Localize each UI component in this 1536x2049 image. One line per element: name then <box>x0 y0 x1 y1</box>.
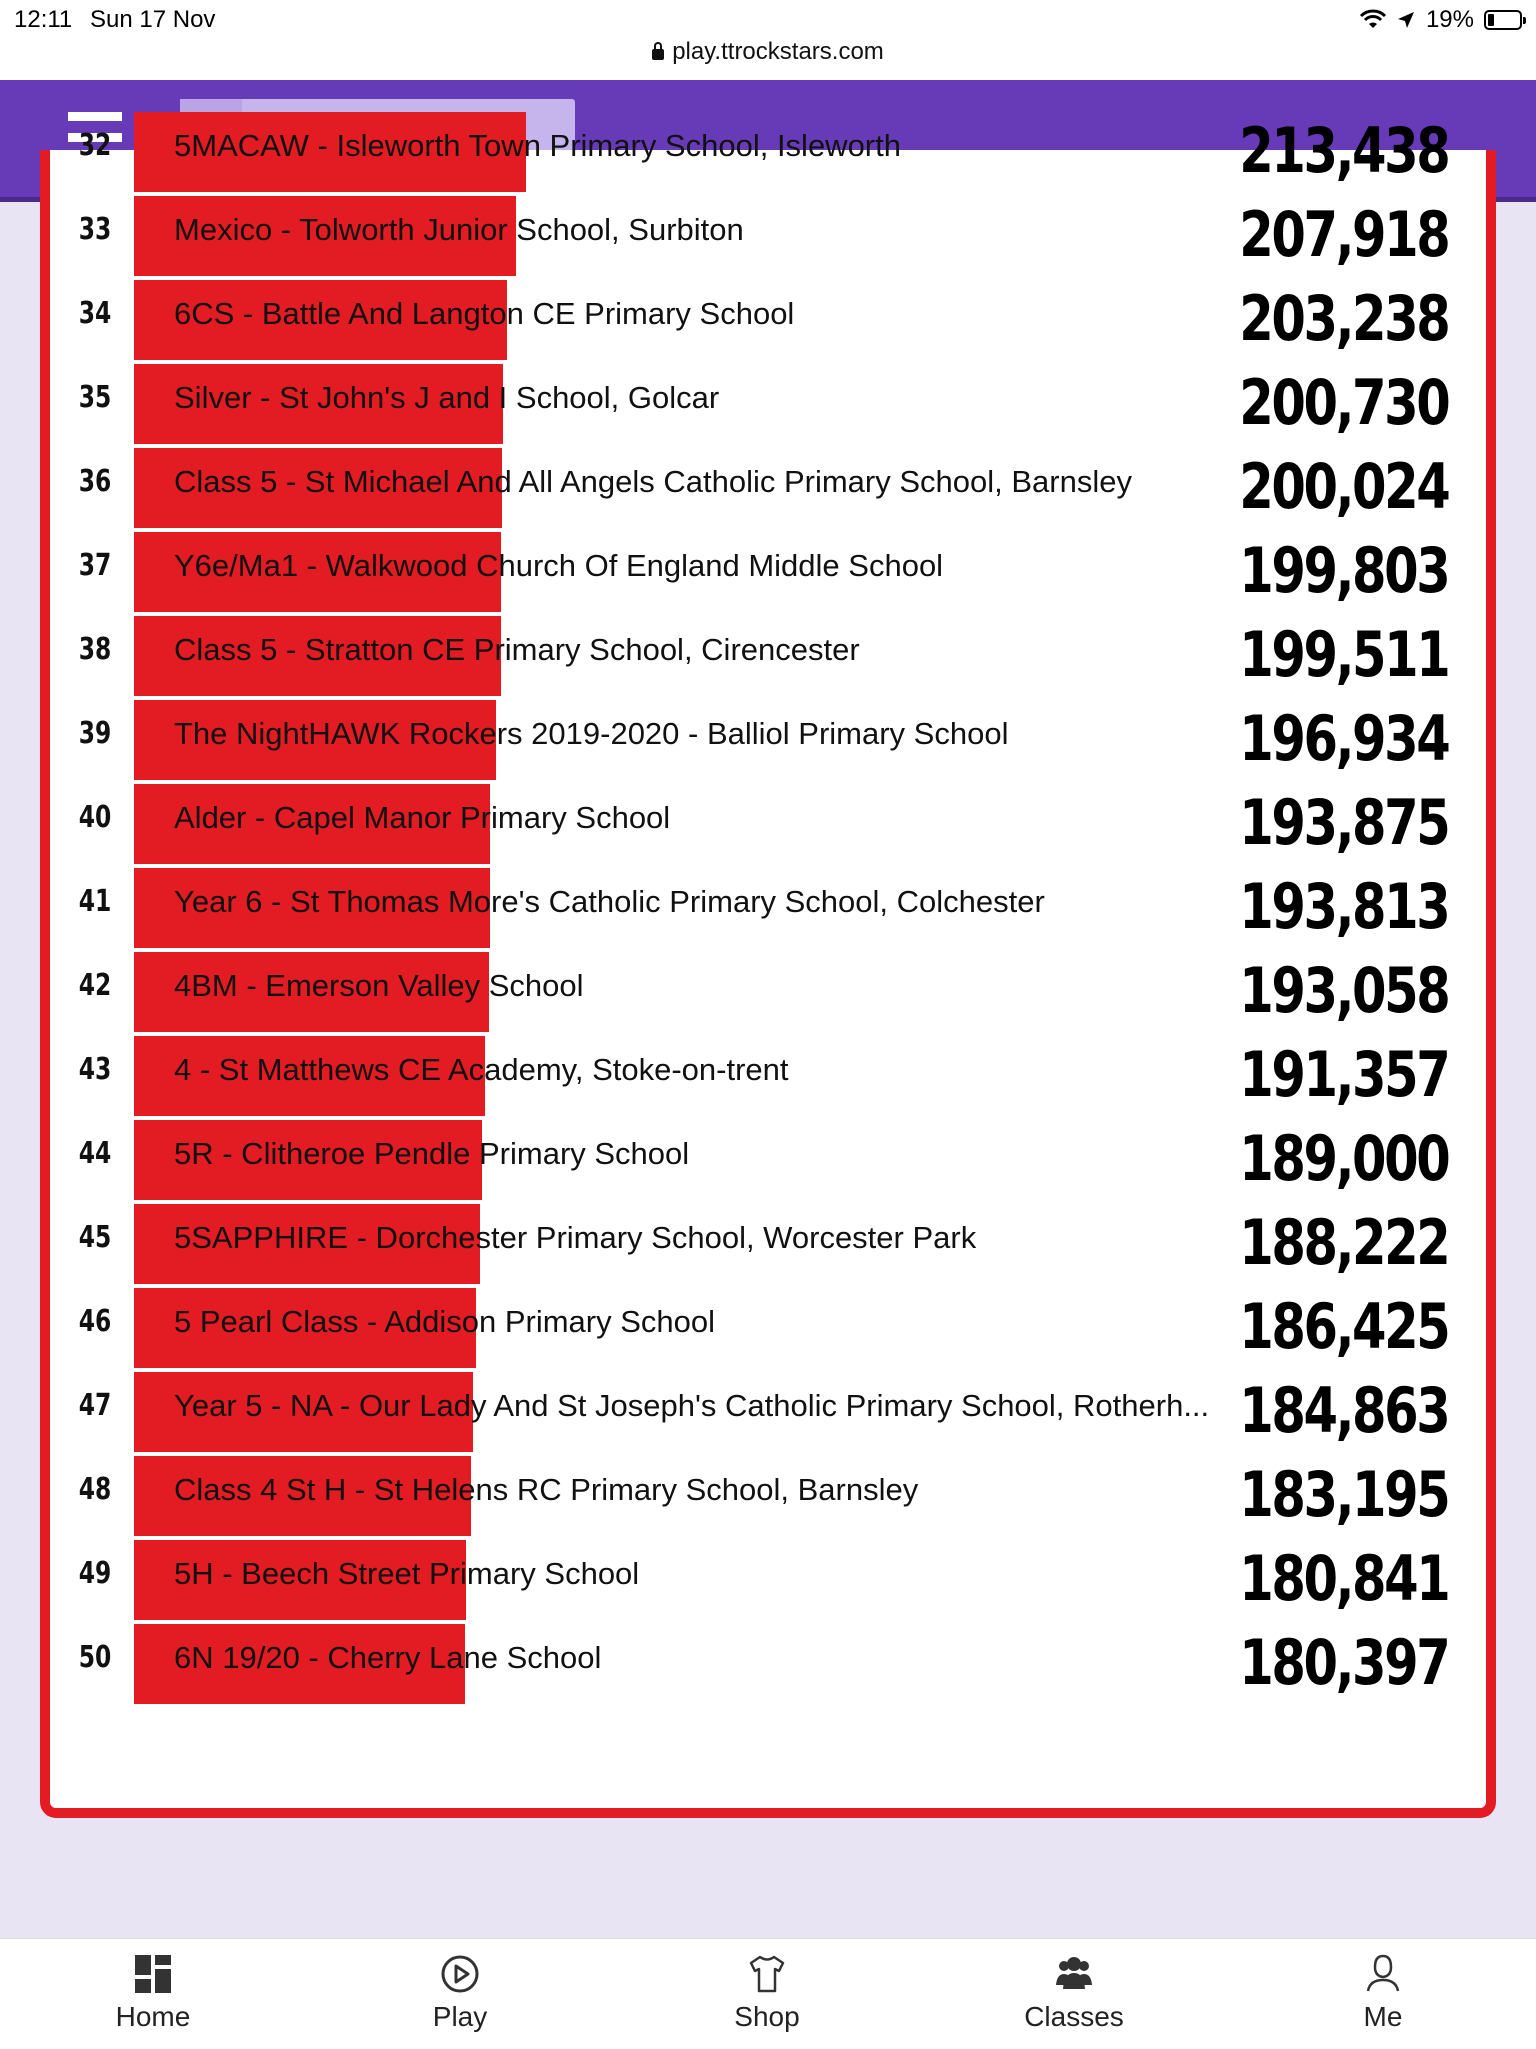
row-class-name: Y6e/Ma1 - Walkwood Church Of England Middle School <box>174 548 944 583</box>
status-date: Sun 17 Nov <box>90 6 216 33</box>
row-class-name: The NightHAWK Rockers 2019-2020 - Balliol Primary School <box>174 716 1009 751</box>
row-rank: 32 <box>78 128 112 163</box>
leaderboard-row[interactable] <box>50 528 1486 612</box>
leaderboard-row[interactable] <box>50 612 1486 696</box>
row-class-name: 4BM - Emerson Valley School <box>174 968 584 1003</box>
row-rank: 35 <box>78 380 112 415</box>
row-class-name: 5R - Clitheroe Pendle Primary School <box>174 1136 690 1171</box>
location-arrow-icon <box>1396 10 1416 30</box>
url-bar[interactable] <box>0 38 1536 66</box>
row-rank: 41 <box>78 884 112 919</box>
row-score: 199,803 <box>1238 534 1448 607</box>
row-rank: 44 <box>78 1136 112 1171</box>
row-score: 193,875 <box>1238 786 1448 859</box>
row-score: 180,397 <box>1238 1626 1448 1699</box>
leaderboard-row[interactable] <box>50 1116 1486 1200</box>
leaderboard-row[interactable] <box>50 1536 1486 1620</box>
tab-classes-label: Classes <box>1024 2001 1124 2032</box>
leaderboard-row[interactable] <box>50 1032 1486 1116</box>
home-grid-icon <box>133 1953 173 1995</box>
tab-shop[interactable] <box>667 1939 867 2049</box>
row-rank: 46 <box>78 1304 112 1339</box>
row-rank: 45 <box>78 1220 112 1255</box>
leaderboard-row[interactable] <box>50 1284 1486 1368</box>
play-icon <box>440 1953 480 1995</box>
wifi-icon <box>1360 10 1386 30</box>
status-time: 12:11 <box>14 6 73 33</box>
row-score: 180,841 <box>1238 1542 1448 1615</box>
row-score: 191,357 <box>1238 1038 1448 1111</box>
tab-home[interactable] <box>53 1939 253 2049</box>
battery-percent: 19% <box>1425 6 1474 33</box>
battery-icon <box>1484 10 1522 30</box>
leaderboard-card <box>40 114 1496 1818</box>
tshirt-icon <box>747 1953 787 1995</box>
row-rank: 38 <box>78 632 112 667</box>
leaderboard-row[interactable] <box>50 444 1486 528</box>
tab-play[interactable] <box>360 1939 560 2049</box>
row-score: 200,730 <box>1238 366 1448 439</box>
row-rank: 43 <box>78 1052 112 1087</box>
row-class-name: 5H - Beech Street Primary School <box>174 1556 640 1591</box>
leaderboard-row[interactable] <box>50 1200 1486 1284</box>
row-class-name: Year 6 - St Thomas More's Catholic Primary School, Colchester <box>174 884 1045 919</box>
leaderboard-row[interactable] <box>50 276 1486 360</box>
url-text: play.ttrockstars.com <box>672 38 884 65</box>
leaderboard-row[interactable] <box>50 192 1486 276</box>
row-score: 199,511 <box>1238 618 1448 691</box>
status-indicators <box>1360 6 1522 34</box>
lock-icon <box>652 49 664 60</box>
row-class-name: 4 - St Matthews CE Academy, Stoke-on-trent <box>174 1052 789 1087</box>
row-score: 213,438 <box>1238 114 1448 187</box>
row-score: 184,863 <box>1238 1374 1448 1447</box>
leaderboard-row[interactable] <box>50 696 1486 780</box>
row-rank: 40 <box>78 800 112 835</box>
battery-level <box>1488 14 1494 26</box>
row-score: 188,222 <box>1238 1206 1448 1279</box>
tab-classes[interactable] <box>974 1939 1174 2049</box>
row-class-name: Silver - St John's J and I School, Golcar <box>174 380 720 415</box>
row-class-name: Alder - Capel Manor Primary School <box>174 800 671 835</box>
leaderboard-row[interactable] <box>50 780 1486 864</box>
row-score: 189,000 <box>1238 1122 1448 1195</box>
row-class-name: 5 Pearl Class - Addison Primary School <box>174 1304 716 1339</box>
leaderboard-row[interactable] <box>50 1620 1486 1704</box>
leaderboard-row[interactable] <box>50 864 1486 948</box>
tab-shop-label: Shop <box>734 2001 800 2032</box>
row-score: 186,425 <box>1238 1290 1448 1363</box>
row-class-name: 6N 19/20 - Cherry Lane School <box>174 1640 602 1675</box>
row-class-name: Mexico - Tolworth Junior School, Surbiton <box>174 212 744 247</box>
row-score: 200,024 <box>1238 450 1448 523</box>
row-class-name: Class 5 - Stratton CE Primary School, Cirencester <box>174 632 860 667</box>
rockstar-avatar-icon <box>1363 1953 1403 1995</box>
tab-me[interactable] <box>1283 1939 1483 2049</box>
row-rank: 47 <box>78 1388 112 1423</box>
row-class-name: 5MACAW - Isleworth Town Primary School, Isleworth <box>174 128 901 163</box>
tab-play-label: Play <box>432 2001 488 2032</box>
row-rank: 42 <box>78 968 112 1003</box>
tab-me-label: Me <box>1363 2001 1403 2032</box>
row-class-name: Class 5 - St Michael And All Angels Catholic Primary School, Barnsley <box>174 464 1132 499</box>
row-rank: 50 <box>78 1640 112 1675</box>
leaderboard-row[interactable] <box>50 360 1486 444</box>
row-score: 203,238 <box>1238 282 1448 355</box>
row-class-name: Class 4 St H - St Helens RC Primary School, Barnsley <box>174 1472 919 1507</box>
group-icon <box>1054 1953 1094 1995</box>
row-score: 193,813 <box>1238 870 1448 943</box>
status-bar <box>0 0 1536 80</box>
row-rank: 49 <box>78 1556 112 1591</box>
leaderboard-row[interactable] <box>50 1452 1486 1536</box>
row-rank: 36 <box>78 464 112 499</box>
row-rank: 48 <box>78 1472 112 1507</box>
row-rank: 33 <box>78 212 112 247</box>
row-class-name: 6CS - Battle And Langton CE Primary School <box>174 296 795 331</box>
row-rank: 39 <box>78 716 112 751</box>
bottom-tab-bar <box>0 1938 1536 2049</box>
leaderboard-row[interactable] <box>50 1368 1486 1452</box>
row-rank: 37 <box>78 548 112 583</box>
tab-home-label: Home <box>115 2001 191 2032</box>
row-score: 183,195 <box>1238 1458 1448 1531</box>
leaderboard-row[interactable] <box>50 108 1486 192</box>
row-rank: 34 <box>78 296 112 331</box>
leaderboard-row[interactable] <box>50 948 1486 1032</box>
row-score: 193,058 <box>1238 954 1448 1027</box>
row-score: 196,934 <box>1238 702 1448 775</box>
row-class-name: Year 5 - NA - Our Lady And St Joseph's Catholic Primary School, Rotherh... <box>174 1388 1210 1423</box>
row-score: 207,918 <box>1238 198 1448 271</box>
row-class-name: 5SAPPHIRE - Dorchester Primary School, Worcester Park <box>174 1220 977 1255</box>
